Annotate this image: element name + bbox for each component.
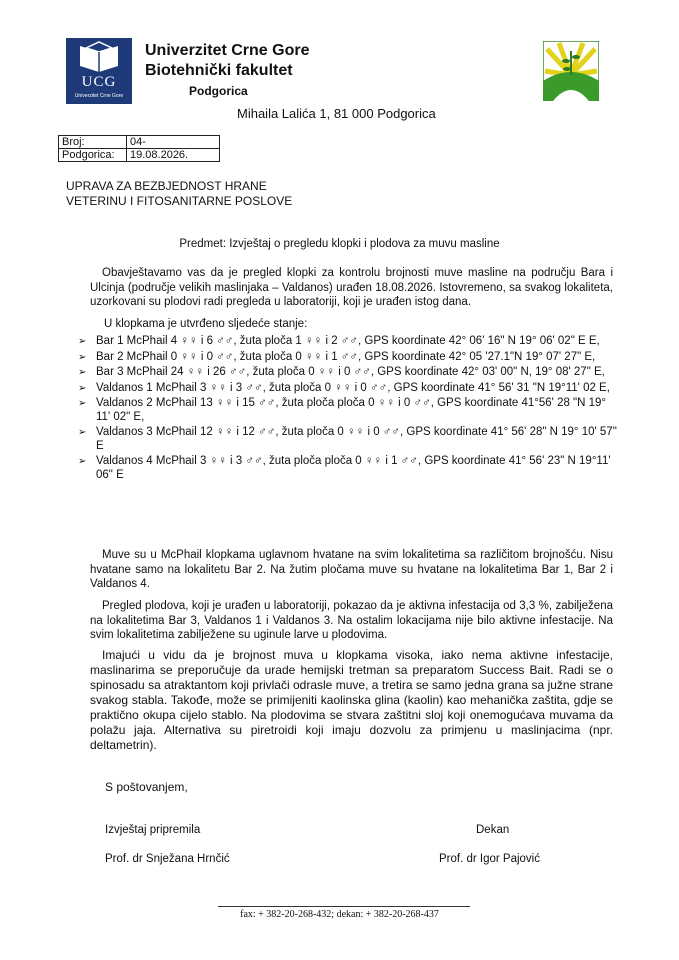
university-logo [66, 38, 132, 104]
footer-contact: fax: + 382-20-268-432; dekan: + 382-20-268-437 [240, 909, 439, 920]
list-item [78, 351, 618, 365]
city-name: Podgorica [189, 84, 248, 98]
logo-subtext: Univerzitet Crne Gore [74, 93, 124, 99]
arrow-bullet-icon: ➢ [78, 382, 87, 394]
reference-table [58, 135, 220, 162]
prepared-by-name: Prof. dr Snježana Hrnčić [105, 853, 230, 865]
reference-date-value: 19.08.2026. [127, 149, 220, 162]
fruit-text: Pregled plodova, koji je urađen u laboratoriji, pokazao da je aktivna infestacija od 3,3 %, zabilježena na lokalitetima Bar 3, Valdanos 1 i Valdanos 3. Na ostalim lokacijama nije bilo aktivne infestacije. Na svim lokalitetima zabilježene su uginule larve u plodovima. [90, 600, 613, 641]
intro-text: Obavještavamo vas da je pregled klopki za kontrolu brojnosti muve masline na području Bara i Ulcinja (područje velikih maslinjaka – Valdanos) urađen 18.08.2026. Istovremeno, sa svakog lokaliteta, uzorkovani su plodovi radi pregleda u laboratoriji, koji je urađen istog dana. [90, 267, 613, 308]
arrow-bullet-icon: ➢ [78, 456, 87, 467]
list-item [78, 366, 618, 380]
trap-result-text: Bar 1 McPhail 4 ♀♀ i 6 ♂♂, žuta ploča 1 ♀♀ i 2 ♂♂, GPS koordinate 42° 06' 16" N 19° 06' 02" E E, [96, 335, 600, 347]
arrow-bullet-icon: ➢ [78, 427, 87, 438]
trap-result-text: Valdanos 2 McPhail 13 ♀♀ i 15 ♂♂, žuta ploča ploča 0 ♀♀ i 0 ♂♂, GPS koordinate 41°56' 28 "N 19° 11' 02" E, [96, 397, 607, 423]
arrow-bullet-icon: ➢ [78, 367, 87, 378]
list-item [78, 335, 618, 349]
trap-result-text: Valdanos 1 McPhail 3 ♀♀ i 3 ♂♂, žuta ploča 0 ♀♀ i 0 ♂♂, GPS koordinate 41° 56' 31 "N 19°11' 02 E, [96, 381, 610, 394]
arrow-bullet-icon: ➢ [78, 398, 87, 409]
list-item [78, 397, 618, 424]
recipient-line: VETERINU I FITOSANITARNE POSLOVE [66, 194, 293, 208]
results-intro: U klopkama je utvrđeno sljedeće stanje: [104, 318, 308, 330]
recommendation-text: Imajući u vidu da je brojnost muva u klopkama visoka, iako nema aktivne infestacije, maslinarima se preporučuje da urade hemijski tretman sa preparatom Success Bait. Radi se o spinosadu sa atraktantom koji privlači odrasle muve, a tretira se samo jedna grana sa južne strane svakog stabla. Takođe, može se primijeniti kaolinska glina (kaolin) kao mehanička zaštita, gdje se praktično okupa cijelo stablo. Na plodovima se stvara zaštitni sloj koji onemogućava muvama da polažu jaja. Alternativa su piretroidi koji imaju dozvolu za primjenu u maslinjacima (npr. deltametrin). [90, 648, 613, 752]
mcphail-text: Muve su u McPhail klopkama uglavnom hvatane na svim lokalitetima sa različitom brojnošću. Nisu hvatane samo na lokalitetu Bar 2. Na žutim pločama muve su hvatane na lokalitetima Bar 1, Bar 2 i Valdanos 4. [90, 549, 613, 590]
trap-result-text: Valdanos 4 McPhail 3 ♀♀ i 3 ♂♂, žuta ploča ploča 0 ♀♀ i 1 ♂♂, GPS koordinate 41° 56' 23" N 19°11' 06" E [96, 455, 611, 481]
reference-number-value: 04- [127, 136, 220, 149]
arrow-bullet-icon: ➢ [78, 336, 87, 347]
closing-salutation: S poštovanjem, [105, 780, 188, 794]
trap-result-text: Bar 3 McPhail 24 ♀♀ i 26 ♂♂, žuta ploča 0 ♀♀ i 0 ♂♂, GPS koordinate 42° 03' 00" N, 19° 08' 27" E, [96, 366, 605, 378]
recipient-line: UPRAVA ZA BEZBJEDNOST HRANE [66, 179, 267, 193]
dean-name: Prof. dr Igor Pajović [439, 853, 540, 865]
reference-date-label: Podgorica: [59, 149, 127, 162]
trap-results-list [78, 335, 618, 484]
logo-text: UCG [81, 74, 117, 90]
olive-sprout-logo-icon [543, 41, 599, 101]
trap-result-text: Valdanos 3 McPhail 12 ♀♀ i 12 ♂♂, žuta ploča 0 ♀♀ i 0 ♂♂, GPS koordinate 41° 56' 28" N 19° 10' 57" E [96, 426, 617, 452]
fruit-paragraph [90, 599, 613, 643]
list-item [78, 426, 618, 453]
address: Mihaila Lalića 1, 81 000 Podgorica [237, 106, 436, 121]
list-item [78, 382, 618, 396]
subject-line: Predmet: Izvještaj o pregledu klopki i plodova za muvu masline [179, 238, 500, 250]
university-name: Univerzitet Crne Gore [145, 42, 310, 59]
trap-result-text: Bar 2 McPhail 0 ♀♀ i 0 ♂♂, žuta ploča 0 ♀♀ i 1 ♂♂, GPS koordinate 42° 05 '27.1"N 19° 07' 27" E, [96, 350, 596, 363]
arrow-bullet-icon: ➢ [78, 351, 87, 363]
mcphail-paragraph [90, 548, 613, 592]
recipient-block [66, 179, 292, 209]
book-icon [66, 38, 132, 78]
reference-number-label: Broj: [59, 136, 127, 149]
table-row [59, 149, 220, 162]
recommendation-paragraph [90, 648, 613, 753]
table-row [59, 136, 220, 149]
intro-paragraph [90, 266, 613, 310]
list-item [78, 455, 618, 482]
footer-divider [218, 906, 470, 907]
faculty-name: Biotehnički fakultet [145, 62, 293, 79]
prepared-by-label: Izvještaj pripremila [105, 824, 201, 836]
dean-label: Dekan [476, 824, 510, 836]
